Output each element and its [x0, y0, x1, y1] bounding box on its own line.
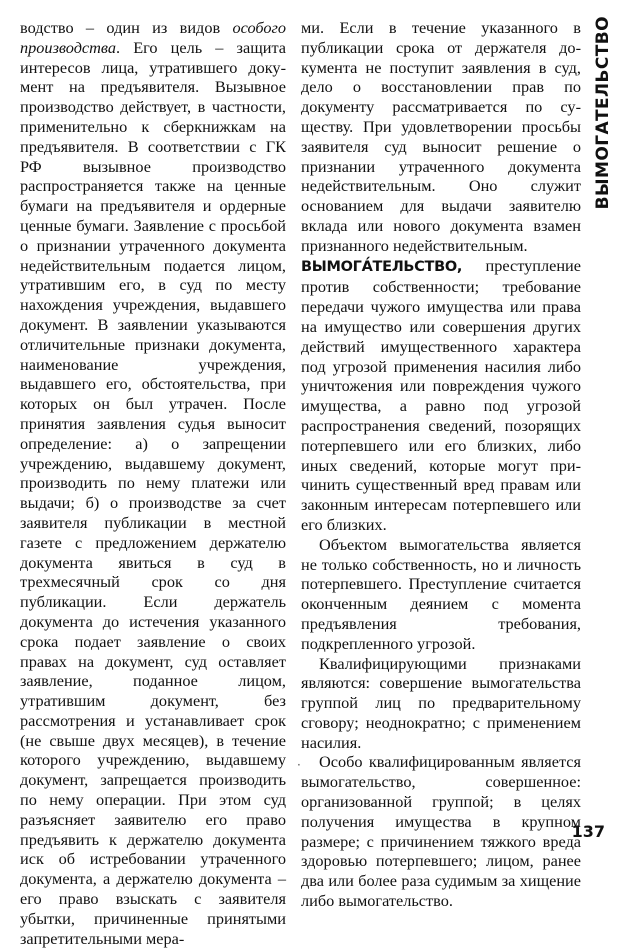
left-paragraph-continuation — [20, 18, 286, 948]
left-para-italic-term: особого производства — [20, 18, 286, 57]
right-text-column — [301, 18, 581, 911]
paragraph-qualifying: Квалифицирующими признаками являются: совершение вымогательства группой лиц по предварительному сговору; неоднократно; с применением насилия. — [301, 653, 581, 752]
scan-artifact-mark: · — [297, 758, 301, 772]
left-text-column — [20, 18, 286, 948]
running-head: ВЫМОГАТЕЛЬСТВО — [593, 16, 613, 210]
dictionary-entry — [301, 256, 581, 535]
paragraph-object: Объектом вымогательства является не только собственность, но и личность потерпевшего. Преступление считается оконченным деянием с момента предъявления требования, подкрепленного угрозой. — [301, 534, 581, 653]
paragraph-especially-qualified: Особо квалифицированным является вымогательство, совершенное: организованной группой; в целях получения имущества в крупном размере; с причинением тяжкого вреда здоровью потерпевшего; лицом, ранее два или более раза судимым за хищение либо вымогательство. — [301, 752, 581, 911]
entry-headword: ВЫМОГА́ТЕЛЬСТВО, — [301, 258, 463, 275]
right-paragraph-continuation: ми. Если в течение указанного в публикации срока от держателя документа не поступит заявления в суд, дело о восстановлении прав по документу рассматривается по существу. При удовлетворении просьбы заявителя суд выносит решение о признании утраченного документа недействительным. Оно служит основанием для выдачи заявителю вклада или нового документа взамен признанного недействительным. — [301, 18, 581, 255]
entry-definition: преступление против собственности; требование передачи чужого имущества или права на имущество или совершения других действий имущественного характера под угрозой применения насилия либо уничтожения или повреждения чужого имущества, а равно под угрозой распространения сведений, позорящих потерпевшего или его близких, либо иных сведений, которые могут причинить существенный вред правам или законным интересам потерпевшего или его близких. — [301, 255, 581, 534]
left-para-text-rest: . Его цель – защита интересов лица, утратившего документ на предъявителя. Вызывное производство действует, в частности, применительно к сберкнижкам на предъявителя. В соответствии с ГК РФ вызывное производство распространяется также на ценные бумаги на предъявителя и ордерные ценные бумаги. Заявление с просьбой о признании утраченного документа недействительным подается лицом, утратившим его, в суд по месту нахождения учреждения, выдавшего документ. В заявлении указываются отличительные признаки документа, наименование учреждения, выдавшего его, обстоятельства, при которых он был утрачен. После принятия заявления судья выносит определение: а) о запрещении учреждению, выдавшему документ, производить по нему платежи или выдачи; б) о производстве за счет заявителя публикации в местной газете с предложением держателю документа явиться в суд в трехмесячный срок со дня публикации. Если держатель документа до истечения указанного срока подает заявление о своих правах на документ, суд оставляет заявление, поданное лицом, утратившим документ, без рассмотрения и устанавливает срок (не свыше двух месяцев), в течение которого учреждению, выдавшему документ, запрещается производить по нему операции. При этом суд разъясняет заявителю его право предъявить к держателю документа иск об истребовании утраченного документа, а держателю документа – его право взыскать с заявителя убытки, причиненные принятыми запретительными мера- — [20, 37, 286, 948]
page-number: 137 — [571, 822, 605, 841]
left-para-text-start: водство – один из видов — [20, 18, 233, 37]
